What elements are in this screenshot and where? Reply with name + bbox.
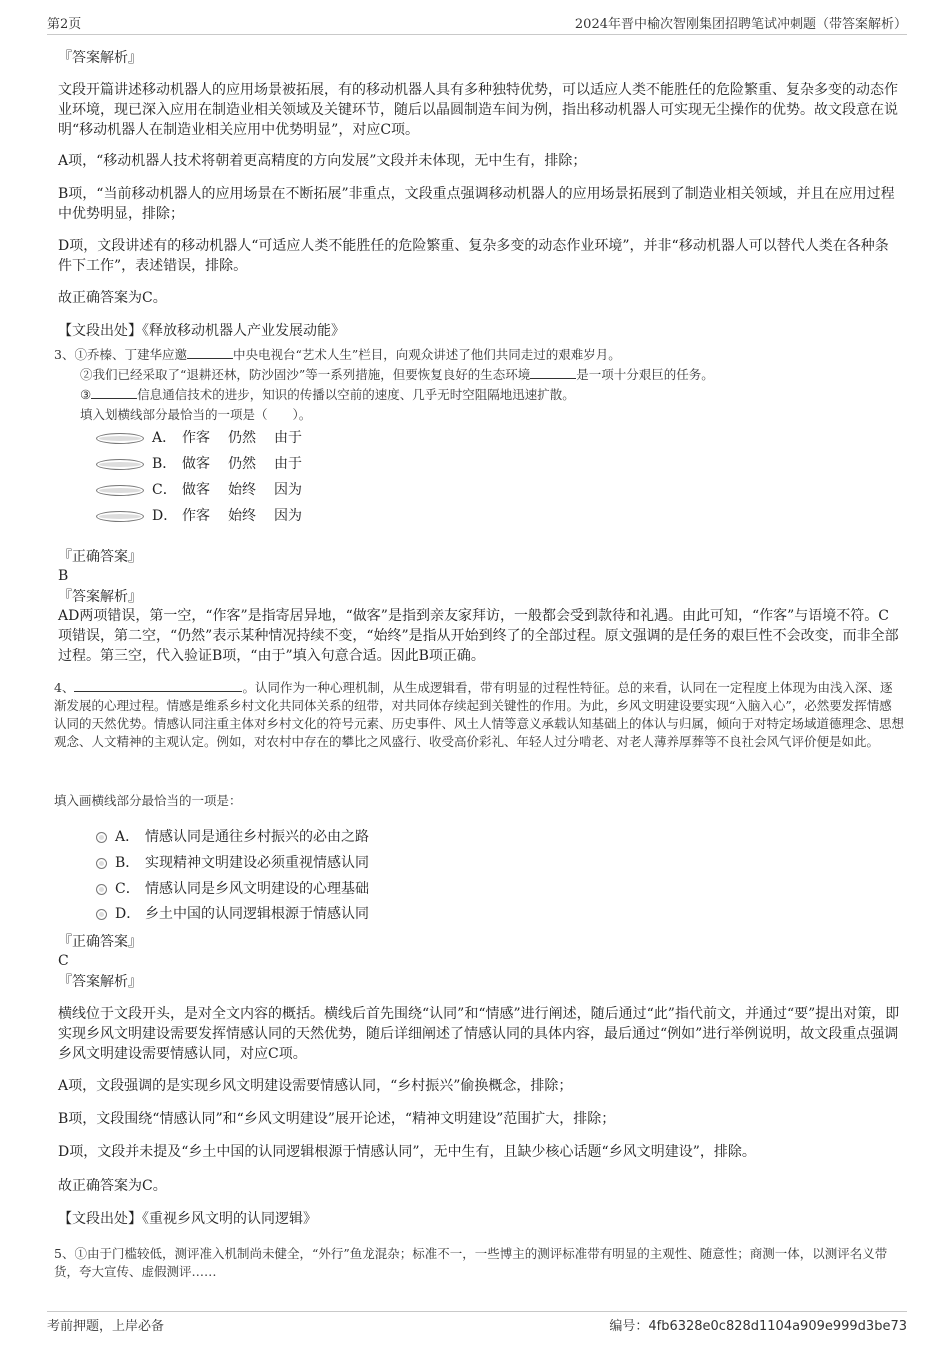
option-c[interactable]: C． 情感认同是乡风文明建设的心理基础 [96, 879, 369, 899]
option-a[interactable]: A． 情感认同是通往乡村振兴的必由之路 [96, 827, 369, 847]
analysis-paragraph: B项，文段围绕“情感认同”和“乡风文明建设”展开论述，“精神文明建设”范围扩大，排除； [58, 1111, 616, 1127]
analysis-paragraph: A项，“移动机器人技术将朝着更高精度的方向发展”文段并未体现，无中生有，排除； [58, 153, 587, 169]
passage-source: 【文段出处】《重视乡风文明的认同逻辑》 [58, 1211, 317, 1227]
passage-source: 【文段出处】《释放移动机器人产业发展动能》 [58, 323, 345, 339]
analysis-label: 『答案解析』 [58, 974, 142, 990]
question-prompt: 填入划横线部分最恰当的一项是（ ）。 [80, 407, 312, 422]
correct-answer-statement: 故正确答案为C。 [58, 1178, 167, 1194]
question-prompt: 填入画横线部分最恰当的一项是： [54, 793, 242, 808]
analysis-label: 『答案解析』 [58, 50, 142, 66]
radio-button[interactable] [96, 858, 107, 869]
question-3-line-3: ③ 信息通信技术的进步，知识的传播以空前的速度、几乎无时空阻隔地迅速扩散。 [80, 387, 575, 402]
analysis-paragraph: AD两项错误，第一空，“作客”是指寄居异地，“做客”是指到亲友家拜访，一般都会受到款待和礼遇。由此可知，“作客”与语境不符。C项错误，第二空，“仍然”表示某种情况持续不变，“始终”是指从开始到终了的全部过程。原文强调的是任务的艰巨性不会改变，而非全部过程。第三空，代入验证B项，“由于”填入句意合适。因此B项正确。 [58, 608, 899, 664]
analysis-paragraph: 文段开篇讲述移动机器人的应用场景被拓展，有的移动机器人具有多种独特优势，可以适应人类不能胜任的危险繁重、复杂多变的动态作业环境，现已深入应用在制造业相关领域及关键环节，随后以晶圆制造车间为例，指出移动机器人可实现无尘操作的优势。故文段意在说明“移动机器人在制造业相关应用中优势明显”，对应C项。 [58, 82, 898, 138]
option-b[interactable]: B． 做客 仍然 由于 [96, 454, 320, 474]
page-header [47, 12, 907, 35]
analysis-paragraph: B项，“当前移动机器人的应用场景在不断拓展”非重点，文段重点强调移动机器人的应用场景拓展到了制造业相关领域，并且在应用过程中优势明显，排除； [58, 186, 895, 222]
option-d[interactable]: D． 乡土中国的认同逻辑根源于情感认同 [96, 904, 369, 924]
correct-answer-statement: 故正确答案为C。 [58, 290, 167, 306]
blank-line [91, 386, 137, 399]
analysis-paragraph: A项，文段强调的是实现乡风文明建设需要情感认同，“乡村振兴”偷换概念，排除； [58, 1078, 573, 1094]
analysis-paragraph: 横线位于文段开头，是对全文内容的概括。横线后首先围绕“认同”和“情感”进行阐述，随后通过“此”指代前文，并通过“要”提出对策，即实现乡风文明建设需要发挥情感认同的天然优势，随后详细阐述了情感认同的具体内容，最后通过“例如”进行举例说明，故文段重点强调乡风文明建设需要情感认同，对应C项。 [58, 1006, 900, 1062]
option-b[interactable]: B． 实现精神文明建设必须重视情感认同 [96, 853, 369, 873]
answer-label: 『正确答案』 [58, 549, 142, 565]
page-footer [47, 1311, 907, 1334]
analysis-paragraph: D项，文段并未提及“乡土中国的认同逻辑根源于情感认同”，无中生有，且缺少核心话题“乡风文明建设”，排除。 [58, 1144, 756, 1160]
question-5-stem: 5、①由于门槛较低，测评准入机制尚未健全，“外行”鱼龙混杂；标准不一，一些博主的测评标准带有明显的主观性、随意性；商测一体，以测评名义带货，夸大宣传、虚假测评…… [54, 1246, 888, 1279]
document-code: 编号：4fb6328e0c828d1104a909e999d3be73 [609, 1319, 907, 1334]
radio-button[interactable] [96, 433, 144, 444]
radio-button[interactable] [96, 832, 107, 843]
answer-value: B [58, 568, 69, 584]
question-number: 4、 [54, 680, 75, 695]
radio-button[interactable] [96, 459, 144, 470]
answer-label: 『正确答案』 [58, 934, 142, 950]
blank-line [530, 366, 576, 379]
radio-button[interactable] [96, 909, 107, 920]
blank-line [187, 346, 233, 359]
analysis-label: 『答案解析』 [58, 589, 142, 605]
question-number: 3、 [54, 347, 75, 362]
option-c[interactable]: C． 做客 始终 因为 [96, 480, 320, 500]
radio-button[interactable] [96, 485, 144, 496]
analysis-paragraph: D项，文段讲述有的移动机器人“可适应人类不能胜任的危险繁重、复杂多变的动态作业环境”，并非“移动机器人可以替代人类在各种条件下工作”，表述错误，排除。 [58, 238, 889, 274]
question-4-stem: 4、 。认同作为一种心理机制，从生成逻辑看，带有明显的过程性特征。总的来看，认同在一定程度上体现为由浅入深、逐渐发展的心理过程。情感是维系乡村文化共同体关系的纽带，对共同体存续起到关键性的作用。为此，乡风文明建设要实现“入脑入心”，必然要发挥情感认同的天然优势。情感认同注重主体对乡村文化的符号元素、历史事件、风土人情等意义承载认知基础上的体认与归属，倾向于对特定场域道德理念、思想观念、人文精神的主观认定。例如，对农村中存在的攀比之风盛行、收受高价彩礼、年轻人过分啃老、对老人薄养厚葬等不良社会风气评价便是如此。 [54, 680, 905, 749]
blank-line [74, 679, 242, 692]
question-3-line-2: ②我们已经采取了“退耕还林，防沙固沙”等一系列措施，但要恢复良好的生态环境 是一项十分艰巨的任务。 [80, 367, 714, 382]
option-a[interactable]: A． 作客 仍然 由于 [96, 428, 320, 448]
document-title: 2024年晋中榆次智刚集团招聘笔试冲刺题（带答案解析） [574, 17, 907, 32]
footer-slogan: 考前押题，上岸必备 [47, 1319, 165, 1334]
answer-value: C [58, 953, 69, 969]
question-3-line-1: 3、①乔榛、丁建华应邀 中央电视台“艺术人生”栏目，向观众讲述了他们共同走过的艰难岁月。 [54, 347, 621, 362]
radio-button[interactable] [96, 511, 144, 522]
radio-button[interactable] [96, 884, 107, 895]
option-d[interactable]: D． 作客 始终 因为 [96, 506, 320, 526]
page-number: 第2页 [47, 17, 82, 32]
question-number: 5、 [54, 1246, 75, 1261]
